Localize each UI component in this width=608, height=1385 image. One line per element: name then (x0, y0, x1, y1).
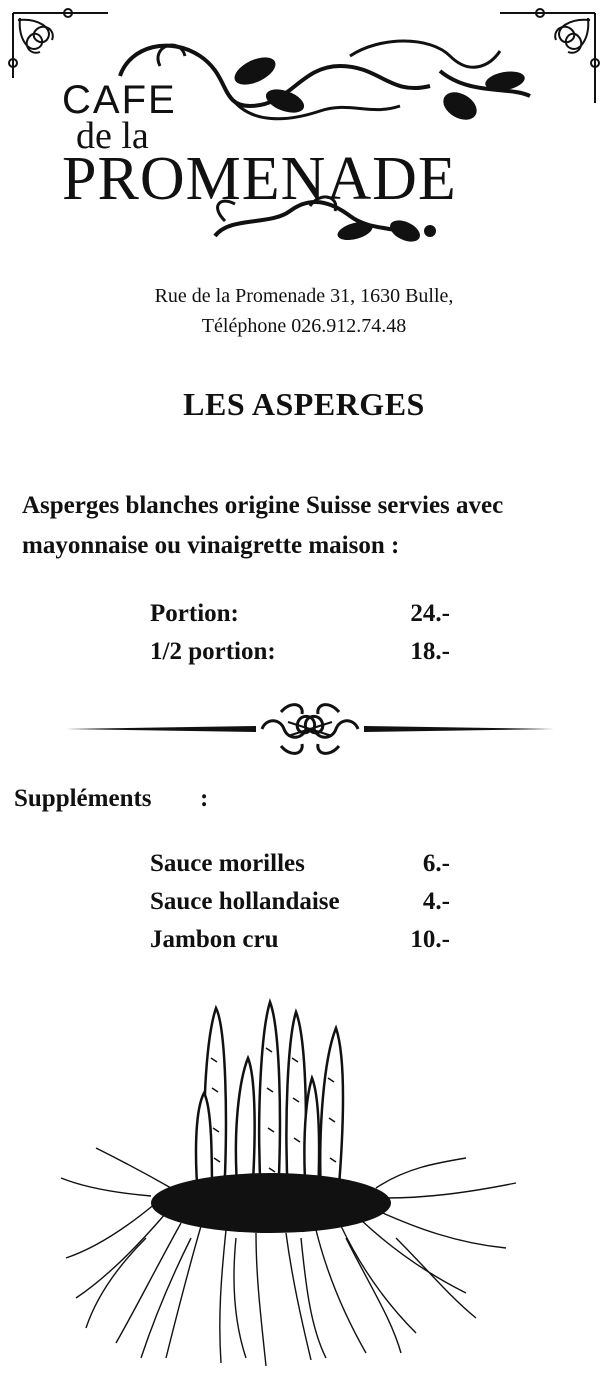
menu-title: LES ASPERGES (183, 386, 425, 422)
address-phone: Téléphone 026.912.74.48 (201, 315, 407, 337)
portion-price: 18.- (410, 638, 450, 665)
supplement-price: 6.- (422, 850, 450, 877)
supplements-colon: : (200, 785, 209, 812)
supplement-price-list (150, 850, 470, 964)
asparagus-illustration-icon (56, 998, 524, 1368)
address-block (0, 281, 608, 341)
price-row (150, 926, 470, 964)
supplement-name: Sauce morilles (150, 850, 305, 877)
address-street: Rue de la Promenade 31, 1630 Bulle, (154, 285, 454, 307)
logo-line-cafe: CAFE (62, 78, 177, 122)
supplement-price: 4.- (422, 888, 450, 915)
menu-description: Asperges blanches origine Suisse servies avec mayonnaise ou vinaigrette maison : (22, 492, 504, 559)
logo-line-de-la: de la (76, 115, 149, 157)
supplement-price: 10.- (410, 926, 450, 953)
supplements-label: Suppléments (14, 785, 152, 812)
supplement-name: Sauce hollandaise (150, 888, 340, 915)
price-row (150, 600, 470, 638)
supplements-heading (14, 785, 209, 813)
portion-name: 1/2 portion: (150, 638, 276, 665)
ornamental-divider-icon (66, 700, 554, 758)
portion-name: Portion: (150, 600, 239, 627)
portion-price-list (150, 600, 470, 676)
price-row (150, 850, 470, 888)
supplement-name: Jambon cru (150, 926, 279, 953)
price-row (150, 888, 470, 926)
portion-price: 24.- (410, 600, 450, 627)
cafe-logo (50, 26, 560, 256)
price-row (150, 638, 470, 676)
logo-line-promenade: PROMENADE (62, 145, 457, 213)
